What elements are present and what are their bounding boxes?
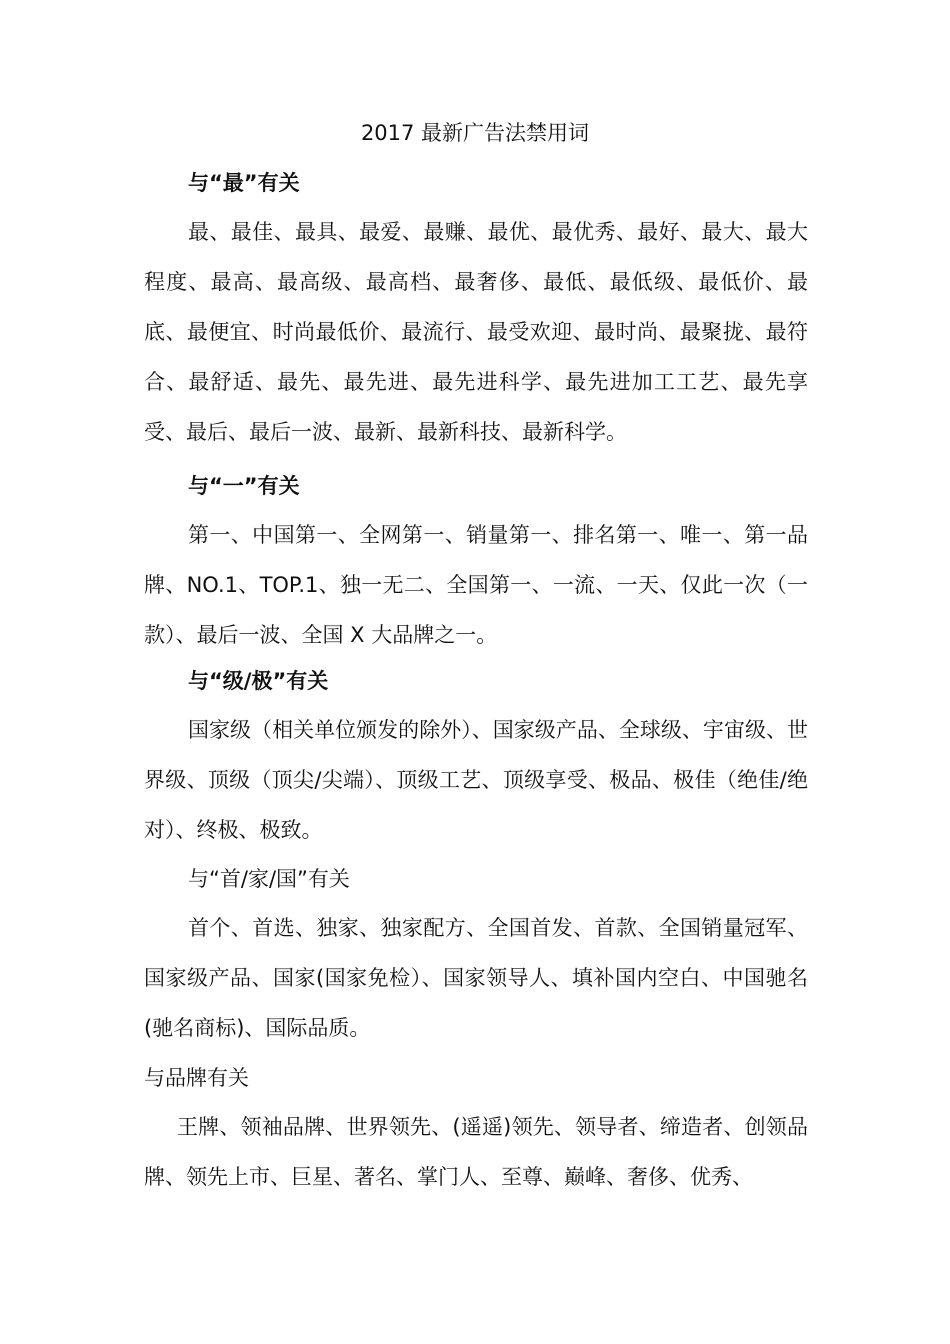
section-heading: 与“最”有关 bbox=[188, 171, 300, 195]
document-title: 2017 最新广告法禁用词 bbox=[360, 121, 590, 145]
section-paragraph: 王牌、领袖品牌、世界领先、(遥遥)领先、领导者、缔造者、创领品牌、领先上市、巨星、著名、掌门人、至尊、巅峰、奢侈、优秀、 bbox=[144, 1115, 808, 1189]
section-brand bbox=[144, 1061, 808, 1202]
section-paragraph: 最、最佳、最具、最爱、最赚、最优、最优秀、最好、最大、最大程度、最高、最高级、最高档、最奢侈、最低、最低级、最低价、最底、最便宜、时尚最低价、最流行、最受欢迎、最时尚、最聚拢、最符合、最舒适、最先、最先进、最先进科学、最先进加工工艺、最先享受、最后、最后一波、最新、最新科技、最新科学。 bbox=[144, 220, 808, 444]
section-heading: 与“一”有关 bbox=[188, 474, 300, 498]
section-zui bbox=[144, 166, 808, 457]
section-heading: 与“级/极”有关 bbox=[188, 669, 329, 693]
section-paragraph: 国家级（相关单位颁发的除外）、国家级产品、全球级、宇宙级、世界级、顶级（顶尖/尖端）、顶级工艺、顶级享受、极品、极佳（绝佳/绝对）、终极、极致。 bbox=[144, 718, 808, 842]
section-shou-jia-guo bbox=[144, 862, 808, 1053]
section-heading: 与品牌有关 bbox=[144, 1066, 249, 1090]
section-heading: 与“首/家/国”有关 bbox=[188, 867, 350, 891]
section-yi bbox=[144, 469, 808, 660]
section-ji bbox=[144, 664, 808, 855]
section-paragraph: 第一、中国第一、全网第一、销量第一、排名第一、唯一、第一品牌、NO.1、TOP.1、独一无二、全国第一、一流、一天、仅此一次（一款）、最后一波、全国 X 大品牌之一。 bbox=[144, 523, 808, 647]
section-paragraph: 首个、首选、独家、独家配方、全国首发、首款、全国销量冠军、国家级产品、国家(国家免检）、国家领导人、填补国内空白、中国驰名(驰名商标)、国际品质。 bbox=[144, 916, 808, 1040]
